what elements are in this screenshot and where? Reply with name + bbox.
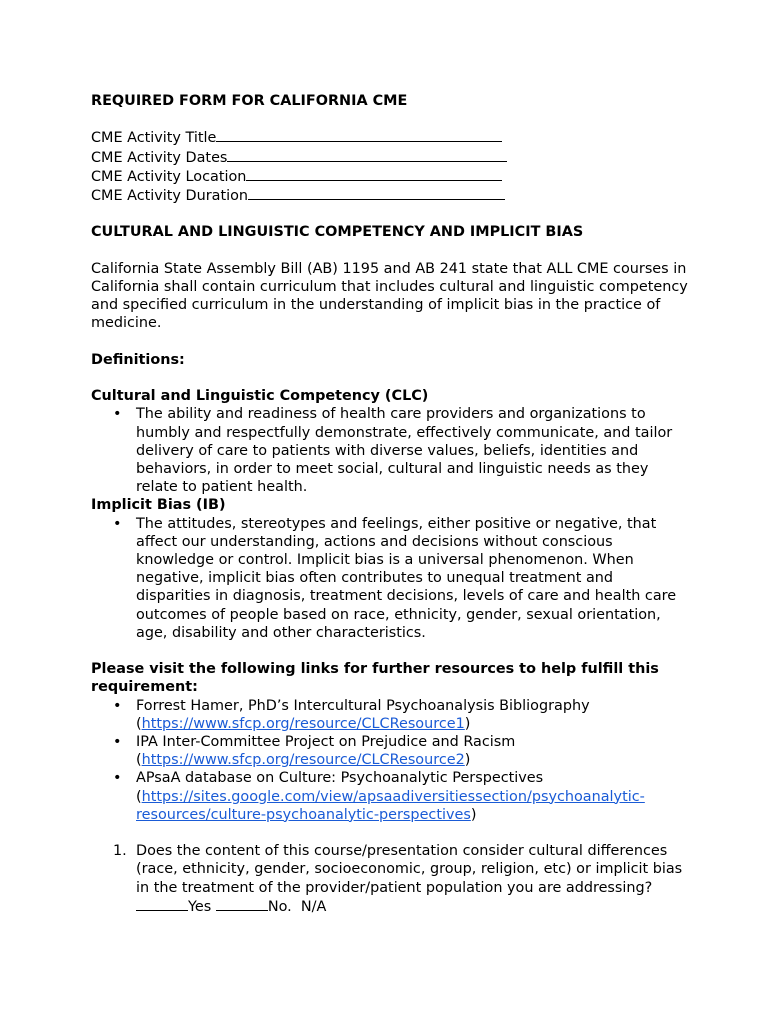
question-text: Does the content of this course/presentation consider cultural differences (race, ethnicity, gender, socioeconomic, group, religion, etc) or implicit bias in the treatment of the provider/patient population you are addressing? — [136, 843, 683, 896]
blank-line[interactable] — [216, 128, 502, 142]
field-activity-dates[interactable] — [91, 148, 691, 167]
activity-fields — [91, 128, 691, 205]
form-title: REQUIRED FORM FOR CALIFORNIA CME — [91, 93, 408, 109]
field-label: CME Activity Title — [91, 130, 217, 147]
no-blank[interactable] — [216, 897, 268, 911]
no-label: No. — [267, 898, 292, 915]
definitions-label: Definitions: — [91, 351, 185, 368]
intro-paragraph: California State Assembly Bill (AB) 1195 and AB 241 state that ALL CME courses in California shall contain curriculum that includes cultural and linguistic competency and specified curriculum in the understanding of implicit bias in the practice of medicine. — [91, 260, 688, 332]
paren-open: ( — [136, 788, 142, 805]
field-label: CME Activity Location — [91, 168, 247, 185]
question-number: 1. — [113, 843, 127, 860]
blank-line[interactable] — [246, 167, 502, 181]
resource-link[interactable]: https://www.sfcp.org/resource/CLCResource1 — [141, 715, 465, 732]
paren-close: ) — [464, 752, 471, 769]
resource-text: IPA Inter-Committee Project on Prejudice and Racism — [136, 734, 516, 751]
resource-item — [136, 733, 691, 769]
question-item — [113, 842, 691, 916]
clc-heading: Cultural and Linguistic Competency (CLC) — [91, 388, 429, 405]
resources-list — [91, 697, 691, 824]
yes-label: Yes — [188, 898, 212, 915]
ib-heading: Implicit Bias (IB) — [91, 497, 226, 514]
field-activity-location[interactable] — [91, 167, 691, 186]
field-label: CME Activity Duration — [91, 188, 249, 204]
resource-link[interactable]: https://sites.google.com/view/apsaadiversitiessection/psychoanalytic-resources/culture-psychoanalytic-perspectives — [136, 788, 645, 823]
yes-blank[interactable] — [136, 897, 188, 911]
clc-list — [91, 405, 691, 496]
resource-item — [136, 697, 691, 733]
field-label: CME Activity Dates — [91, 149, 228, 166]
blank-line[interactable] — [227, 148, 507, 162]
document-page — [91, 92, 691, 916]
field-activity-title[interactable] — [91, 128, 691, 147]
paren-close: ) — [464, 715, 471, 732]
list-item: • The ability and readiness of health care providers and organizations to humbly and respectfully demonstrate, effectively communicate, and tailor delivery of care to patients with diverse values, beliefs, identities and behaviors, in order to meet social, cultural and linguistic needs as they relate to patient health. — [136, 405, 691, 496]
resource-text: Forrest Hamer, PhD’s Intercultural Psychoanalysis Bibliography — [136, 697, 590, 714]
field-activity-duration[interactable] — [91, 186, 691, 205]
list-item: • The attitudes, stereotypes and feelings, either positive or negative, that affect our understanding, actions and decisions without conscious knowledge or control. Implicit bias is a universal phenomenon. When negative, implicit bias often contributes to unequal treatment and disparities in diagnosis, treatment decisions, levels of care and health care outcomes of people based on race, ethnicity, gender, sexual orientation, age, disability and other characteristics. — [136, 515, 691, 642]
resources-heading: Please visit the following links for further resources to help fulfill this requirement: — [91, 661, 659, 696]
paren-open: ( — [136, 715, 142, 732]
paren-open: ( — [136, 752, 142, 769]
section-heading: CULTURAL AND LINGUISTIC COMPETENCY AND IMPLICIT BIAS — [91, 224, 584, 241]
resource-text: APsaA database on Culture: Psychoanalytic Perspectives — [136, 770, 544, 787]
questions-list — [91, 842, 691, 916]
ib-list — [91, 515, 691, 642]
resource-item — [136, 769, 691, 824]
paren-close: ) — [470, 806, 477, 823]
na-label: N/A — [300, 898, 327, 915]
resource-link[interactable]: https://www.sfcp.org/resource/CLCResource2 — [141, 752, 465, 769]
blank-line[interactable] — [248, 186, 505, 200]
